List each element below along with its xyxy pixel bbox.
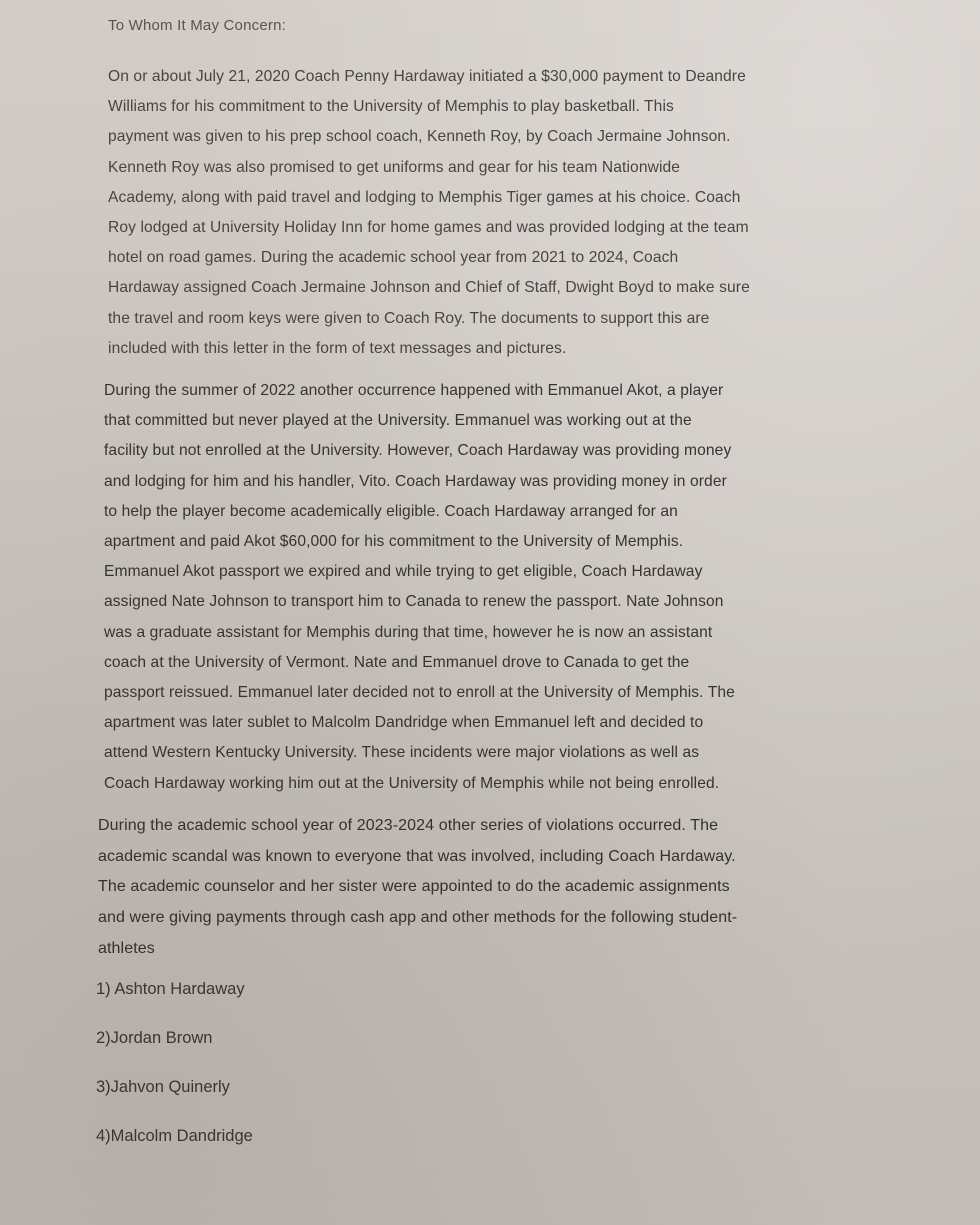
paragraph-line: hotel on road games. During the academic school year from 2021 to 2024, Coach [108, 249, 679, 267]
paragraph-line: academic scandal was known to everyone that was involved, including Coach Hardaway. [98, 847, 736, 865]
paragraph-line: Williams for his commitment to the University of Memphis to play basketball. This [108, 98, 674, 116]
paragraph-line: facility but not enrolled at the University. However, Coach Hardaway was providing money [104, 442, 732, 460]
paragraph-line: Roy lodged at University Holiday Inn for home games and was provided lodging at the team [108, 219, 749, 237]
paragraph-line: Coach Hardaway working him out at the University of Memphis while not being enrolled. [104, 774, 720, 792]
paragraph-line: The academic counselor and her sister were appointed to do the academic assignments [98, 878, 730, 896]
paragraph-line: Hardaway assigned Coach Jermaine Johnson and Chief of Staff, Dwight Boyd to make sure [108, 279, 750, 297]
paragraph-line: and were giving payments through cash app and other methods for the following student- [98, 909, 738, 927]
paragraph-line: payment was given to his prep school coach, Kenneth Roy, by Coach Jermaine Johnson. [108, 128, 731, 146]
paragraph-2 [104, 376, 952, 799]
paragraph-line: the travel and room keys were given to Coach Roy. The documents to support this are [108, 309, 710, 327]
paragraph-line: was a graduate assistant for Memphis during that time, however he is now an assistant [104, 623, 713, 641]
paragraph-line: Kenneth Roy was also promised to get uniforms and gear for his team Nationwide [108, 158, 681, 176]
salutation: To Whom It May Concern: [108, 17, 286, 34]
paragraph-line: During the summer of 2022 another occurrence happened with Emmanuel Akot, a player [104, 382, 724, 400]
paragraph-line: During the academic school year of 2023-2024 other series of violations occurred. The [98, 816, 719, 834]
paragraph-line: and lodging for him and his handler, Vito. Coach Hardaway was providing money in order [104, 472, 727, 490]
paragraph-line: On or about July 21, 2020 Coach Penny Hardaway initiated a $30,000 payment to Deandre [108, 68, 746, 85]
paragraph-3 [98, 811, 952, 965]
paragraph-line: that committed but never played at the University. Emmanuel was working out at the [104, 412, 692, 430]
list-item: 3)Jahvon Quinerly [96, 1077, 230, 1096]
paragraph-line: attend Western Kentucky University. These incidents were major violations as well as [104, 744, 700, 762]
paragraph-line: coach at the University of Vermont. Nate and Emmanuel drove to Canada to get the [104, 653, 690, 671]
paragraph-line: to help the player become academically eligible. Coach Hardaway arranged for an [104, 502, 678, 520]
paragraph-1 [108, 62, 952, 364]
paragraph-line: Emmanuel Akot passport we expired and while trying to get eligible, Coach Hardaway [104, 563, 703, 581]
paragraph-line: Academy, along with paid travel and lodging to Memphis Tiger games at his choice. Coach [108, 188, 741, 206]
paragraph-line: athletes [98, 940, 155, 958]
list-item: 4)Malcolm Dandridge [96, 1126, 253, 1145]
paragraph-line: passport reissued. Emmanuel later decided not to enroll at the University of Memphis. The [104, 684, 735, 702]
paragraph-line: assigned Nate Johnson to transport him to Canada to renew the passport. Nate Johnson [104, 593, 724, 611]
paragraph-line: apartment and paid Akot $60,000 for his commitment to the University of Memphis. [104, 533, 684, 551]
student-athlete-list [96, 977, 952, 1148]
paragraph-line: included with this letter in the form of text messages and pictures. [108, 339, 567, 357]
list-item: 2)Jordan Brown [96, 1028, 213, 1047]
list-item: 1) Ashton Hardaway [96, 979, 245, 998]
paragraph-line: apartment was later sublet to Malcolm Dandridge when Emmanuel left and decided to [104, 714, 704, 732]
